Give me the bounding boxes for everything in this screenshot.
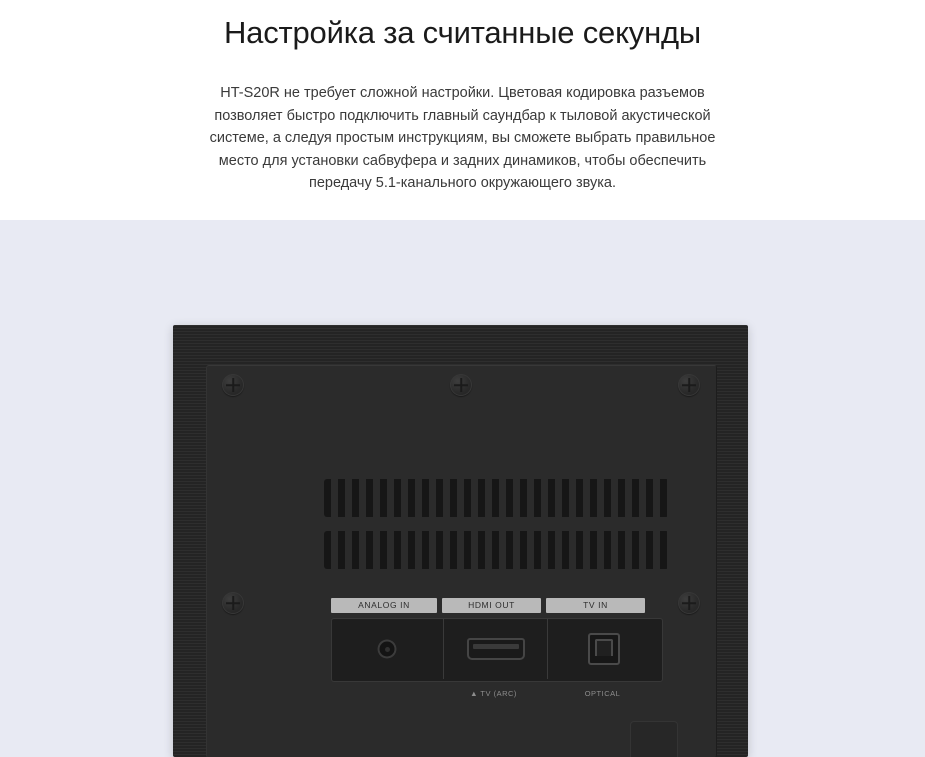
screw-top-left: [222, 374, 244, 396]
screw-mid-right: [678, 592, 700, 614]
port-sub-label-row: [331, 688, 661, 700]
analog-jack-pin: [385, 647, 390, 652]
ventilation-grille: [324, 479, 669, 574]
vent-row-top: [324, 479, 669, 517]
port-recess-block: [331, 618, 663, 682]
lower-recess-cutout: [630, 721, 678, 757]
screw-top-right: [678, 374, 700, 396]
screw-top-center: [450, 374, 472, 396]
port-label-tv-in: TV IN: [546, 598, 645, 613]
screw-mid-left: [222, 592, 244, 614]
optical-port-icon: [588, 633, 620, 665]
product-image-panel: [0, 220, 925, 757]
port-label-row: [331, 598, 661, 614]
port-cell-tv-in: [547, 619, 660, 679]
sub-label-optical: OPTICAL: [584, 689, 621, 698]
optical-port-inner: [595, 639, 613, 656]
port-label-analog-in: ANALOG IN: [331, 598, 437, 613]
soundbar-rear-panel-image: [173, 325, 748, 757]
intro-body-text: HT-S20R не требует сложной настройки. Цветовая кодировка разъемов позволяет быстро подключить главный саундбар к тыловой акустической системе, а следуя простым инструкциям, вы сможете выбрать правильное место для установки сабвуфера и задних динамиков, чтобы обеспечить передачу 5.1-канального окружающего звука.: [209, 85, 716, 191]
port-cell-analog-in: [332, 619, 442, 679]
port-label-hdmi-out: HDMI OUT: [442, 598, 541, 613]
sub-label-tv-arc: ▲ TV (ARC): [470, 689, 517, 698]
hdmi-port-slot: [473, 644, 519, 649]
soundbar-back-plate: [206, 365, 717, 757]
intro-section: [0, 0, 925, 195]
page-title: Настройка за считанные секунды: [223, 15, 701, 50]
analog-jack-icon: [378, 640, 397, 659]
hdmi-port-icon: [467, 638, 525, 660]
port-cell-hdmi-out: [443, 619, 548, 679]
vent-row-bottom: [324, 531, 669, 569]
